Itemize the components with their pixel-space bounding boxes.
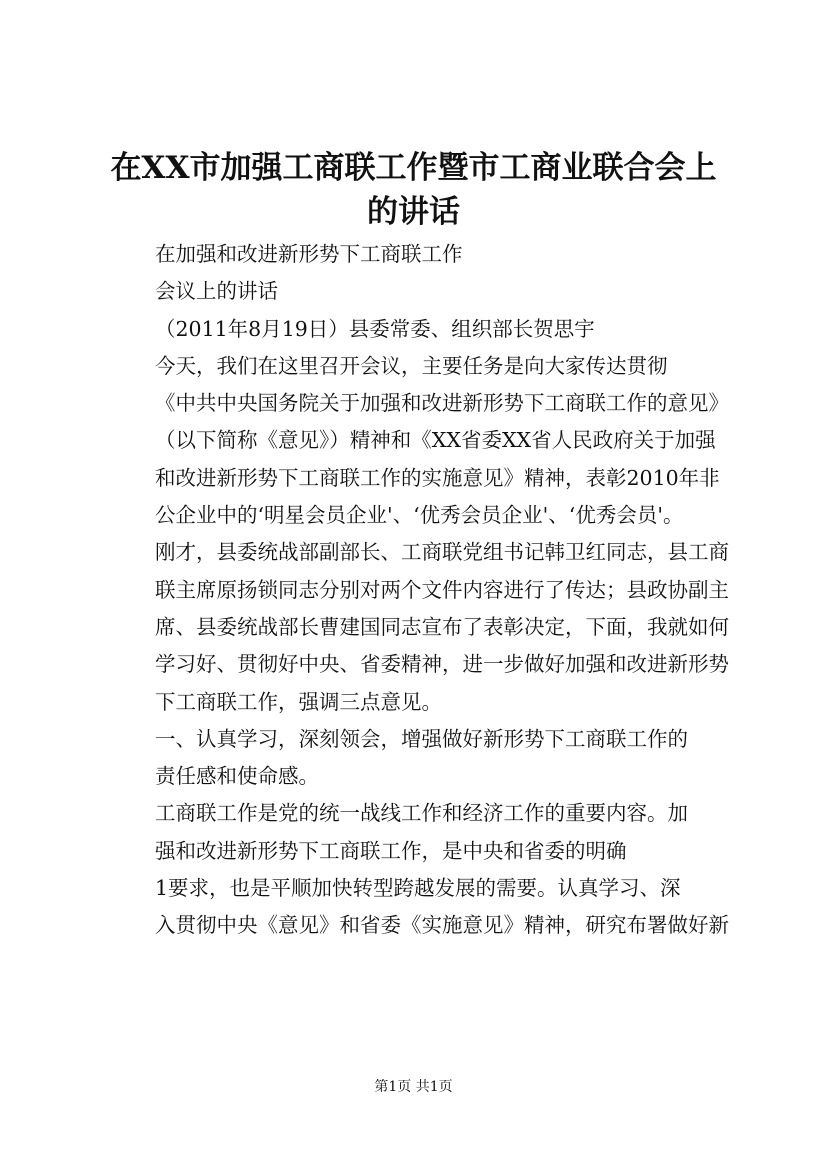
text-line: 1要求，也是平顺加快转型跨越发展的需要。认真学习、深: [155, 876, 681, 901]
text-line: 强和改进新形势下工商联工作，是中央和省委的明确: [155, 838, 627, 863]
text-line: 刚才，县委统战部副部长、工商联党组书记韩卫红同志，县工商: [155, 540, 729, 565]
text-line: 《中共中央国务院关于加强和改进新形势下工商联工作的意见》: [155, 391, 729, 416]
text-line: 入贯彻中央《意见》和省委《实施意见》精神，研究布署做好新: [155, 913, 729, 938]
text-line: 会议上的讲话: [155, 279, 278, 304]
text-line: 今天，我们在这里召开会议，主要任务是向大家传达贯彻: [155, 353, 668, 378]
text-line: （以下简称《意见》）精神和《XX省委XX省人民政府关于加强: [155, 428, 716, 453]
title-line-2: 的讲话: [367, 194, 460, 230]
text-line: 和改进新形势下工商联工作的实施意见》精神，表彰2010年非: [155, 465, 720, 490]
paragraph-subtitle-2: [112, 273, 732, 310]
title-line-1: 在XX市加强工商联工作暨市工商业联合会上: [110, 150, 717, 186]
text-line: 学习好、贯彻好中央、省委精神，进一步做好加强和改进新形势: [155, 652, 729, 677]
document-title: [100, 146, 727, 234]
paragraph-date-speaker: [112, 311, 732, 348]
text-line: 一、认真学习，深刻领会，增强做好新形势下工商联工作的: [155, 726, 688, 751]
text-line: 公企业中的‘明星会员企业'、‘优秀会员企业'、‘优秀会员'。: [155, 503, 684, 528]
paragraph-subtitle-1: [112, 236, 732, 273]
paragraph-introduction: [112, 348, 732, 721]
text-line: 工商联工作是党的统一战线工作和经济工作的重要内容。加: [155, 801, 688, 826]
text-line: 下工商联工作，强调三点意见。: [155, 689, 442, 714]
paragraph-section-heading-1: [112, 721, 732, 796]
text-line: 在加强和改进新形势下工商联工作: [155, 242, 463, 266]
document-body: [112, 236, 732, 945]
text-line: 联主席原扬锁同志分别对两个文件内容进行了传达；县政协副主: [155, 577, 729, 602]
text-line: 责任感和使命感。: [155, 764, 319, 789]
paragraph-body-1: [112, 795, 732, 870]
text-line: 席、县委统战部长曹建国同志宣布了表彰决定，下面，我就如何: [155, 614, 729, 639]
paragraph-body-2: [112, 870, 732, 945]
page-footer: 第1页 共1页: [374, 1079, 453, 1095]
text-line: （2011年8月19日）县委常委、组织部长贺思宇: [155, 316, 595, 341]
